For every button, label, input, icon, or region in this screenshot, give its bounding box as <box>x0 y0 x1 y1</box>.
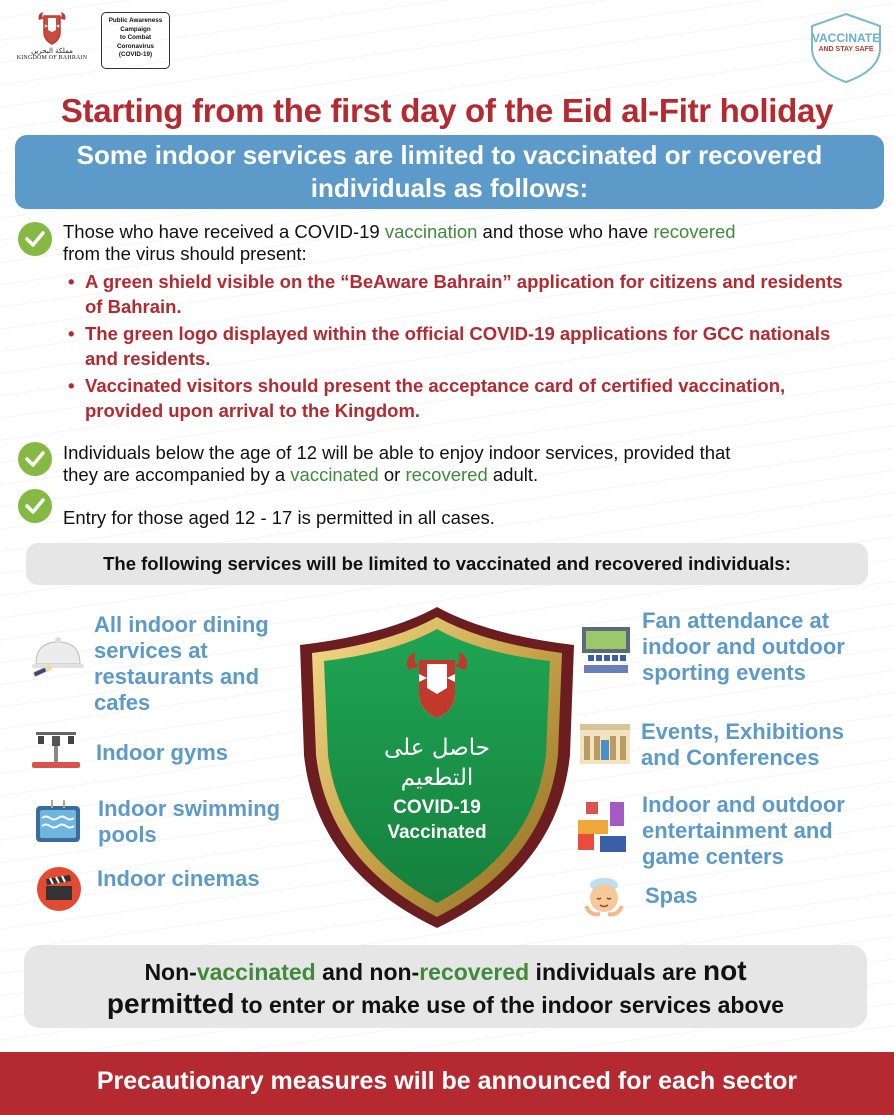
age-12-17-text: Entry for those aged 12 - 17 is permitted in all cases. <box>63 507 495 528</box>
list-item: • A green shield visible on the “BeAware Bahrain” application for citizens and residents of Bahrain. <box>68 269 858 319</box>
game-blocks-icon <box>576 800 630 856</box>
highlight-vaccinated: vaccinated <box>290 464 379 485</box>
service-dining: All indoor dining services at restaurants and cafes <box>94 612 269 715</box>
spa-face-icon <box>582 876 626 918</box>
text-part: adult. <box>487 464 539 485</box>
text-part: they are accompanied by a <box>63 464 291 485</box>
shield-en-line: COVID-19 <box>393 797 481 818</box>
notice-line-1 <box>24 955 867 988</box>
text-part: individuals are <box>529 959 704 985</box>
list-item: • Vaccinated visitors should present the acceptance card of certified vaccination, provided upon arrival to the Kingdom. <box>68 373 858 423</box>
campaign-line: to Combat <box>119 34 152 41</box>
service-entertainment: Indoor and outdoor entertainment and game centers <box>642 792 845 869</box>
bahrain-emblem-icon <box>35 10 69 46</box>
text-part: from the virus should present: <box>63 243 307 264</box>
not-permitted-notice <box>24 945 867 1028</box>
dining-cloche-icon <box>30 630 86 680</box>
kingdom-name-arabic: مملكة البحرين <box>31 47 73 55</box>
campaign-line: (COVID-19) <box>118 51 153 58</box>
clapperboard-icon <box>36 866 82 912</box>
kingdom-name-english: KINGDOM OF BAHRAIN <box>16 55 88 61</box>
service-events: Events, Exhibitions and Conferences <box>641 719 844 770</box>
shield-en-line: Vaccinated <box>387 822 487 843</box>
highlight-vaccination: vaccination <box>384 221 478 242</box>
shield-arabic-text <box>296 733 578 793</box>
requirement-list <box>68 269 858 425</box>
banner-line-1: Some indoor services are limited to vaccinated or recovered <box>76 140 823 170</box>
campaign-line: Public Awareness <box>108 17 163 24</box>
text-part: and those who have <box>477 221 654 242</box>
campaign-label-box <box>101 12 170 69</box>
vaccinate-badge <box>806 12 886 84</box>
text-part: Individuals below the age of 12 will be able to enjoy indoor services, provided that <box>63 442 731 463</box>
text-part: and non- <box>315 959 420 985</box>
badge-subtitle: AND STAY SAFE <box>818 46 874 53</box>
service-gyms: Indoor gyms <box>96 740 229 765</box>
under-12-text <box>63 442 873 486</box>
text-part: Non- <box>144 959 197 985</box>
campaign-line: Campaign <box>120 25 151 33</box>
badge-title: VACCINATE <box>811 31 881 45</box>
list-item: • The green logo displayed within the official COVID-19 applications for GCC nationals and residents. <box>68 321 858 371</box>
emphasis-not: not <box>703 955 747 986</box>
blue-banner <box>15 135 884 209</box>
kingdom-of-bahrain-logo <box>12 10 92 70</box>
text-part: to enter or make use of the indoor services above <box>234 992 785 1018</box>
service-sporting-events: Fan attendance at indoor and outdoor sporting events <box>642 608 845 685</box>
checkmark-icon <box>18 442 52 476</box>
footer-banner: Precautionary measures will be announced for each sector <box>0 1052 894 1115</box>
checkmark-icon <box>18 489 52 523</box>
service-pools: Indoor swimming pools <box>98 796 281 847</box>
shield-ar-line: حاصل على <box>384 735 490 761</box>
service-spas: Spas <box>645 883 698 908</box>
highlight-recovered: recovered <box>653 221 736 242</box>
highlight-recovered: recovered <box>419 959 530 985</box>
gym-weights-icon <box>30 730 82 774</box>
highlight-vaccinated: vaccinated <box>196 959 316 985</box>
text-part: or <box>378 464 406 485</box>
shield-english-text <box>296 795 578 845</box>
vaccination-requirement-text <box>63 221 873 265</box>
emphasis-permitted: permitted <box>106 988 235 1019</box>
notice-line-2 <box>24 988 867 1021</box>
text-part: Those who have received a COVID-19 <box>63 221 385 242</box>
exhibition-building-icon <box>578 722 632 766</box>
campaign-line: Coronavirus <box>116 42 155 50</box>
checkmark-icon <box>18 222 52 256</box>
main-title: Starting from the first day of the Eid al-Fitr holiday <box>60 92 834 129</box>
services-header: The following services will be limited to vaccinated and recovered individuals: <box>26 543 868 585</box>
banner-line-2: individuals as follows: <box>310 173 589 203</box>
shield-ar-line: التطعيم <box>400 765 474 791</box>
highlight-recovered: recovered <box>405 464 488 485</box>
stadium-icon <box>580 625 632 677</box>
swimming-pool-icon <box>34 798 82 846</box>
service-cinemas: Indoor cinemas <box>97 866 260 891</box>
